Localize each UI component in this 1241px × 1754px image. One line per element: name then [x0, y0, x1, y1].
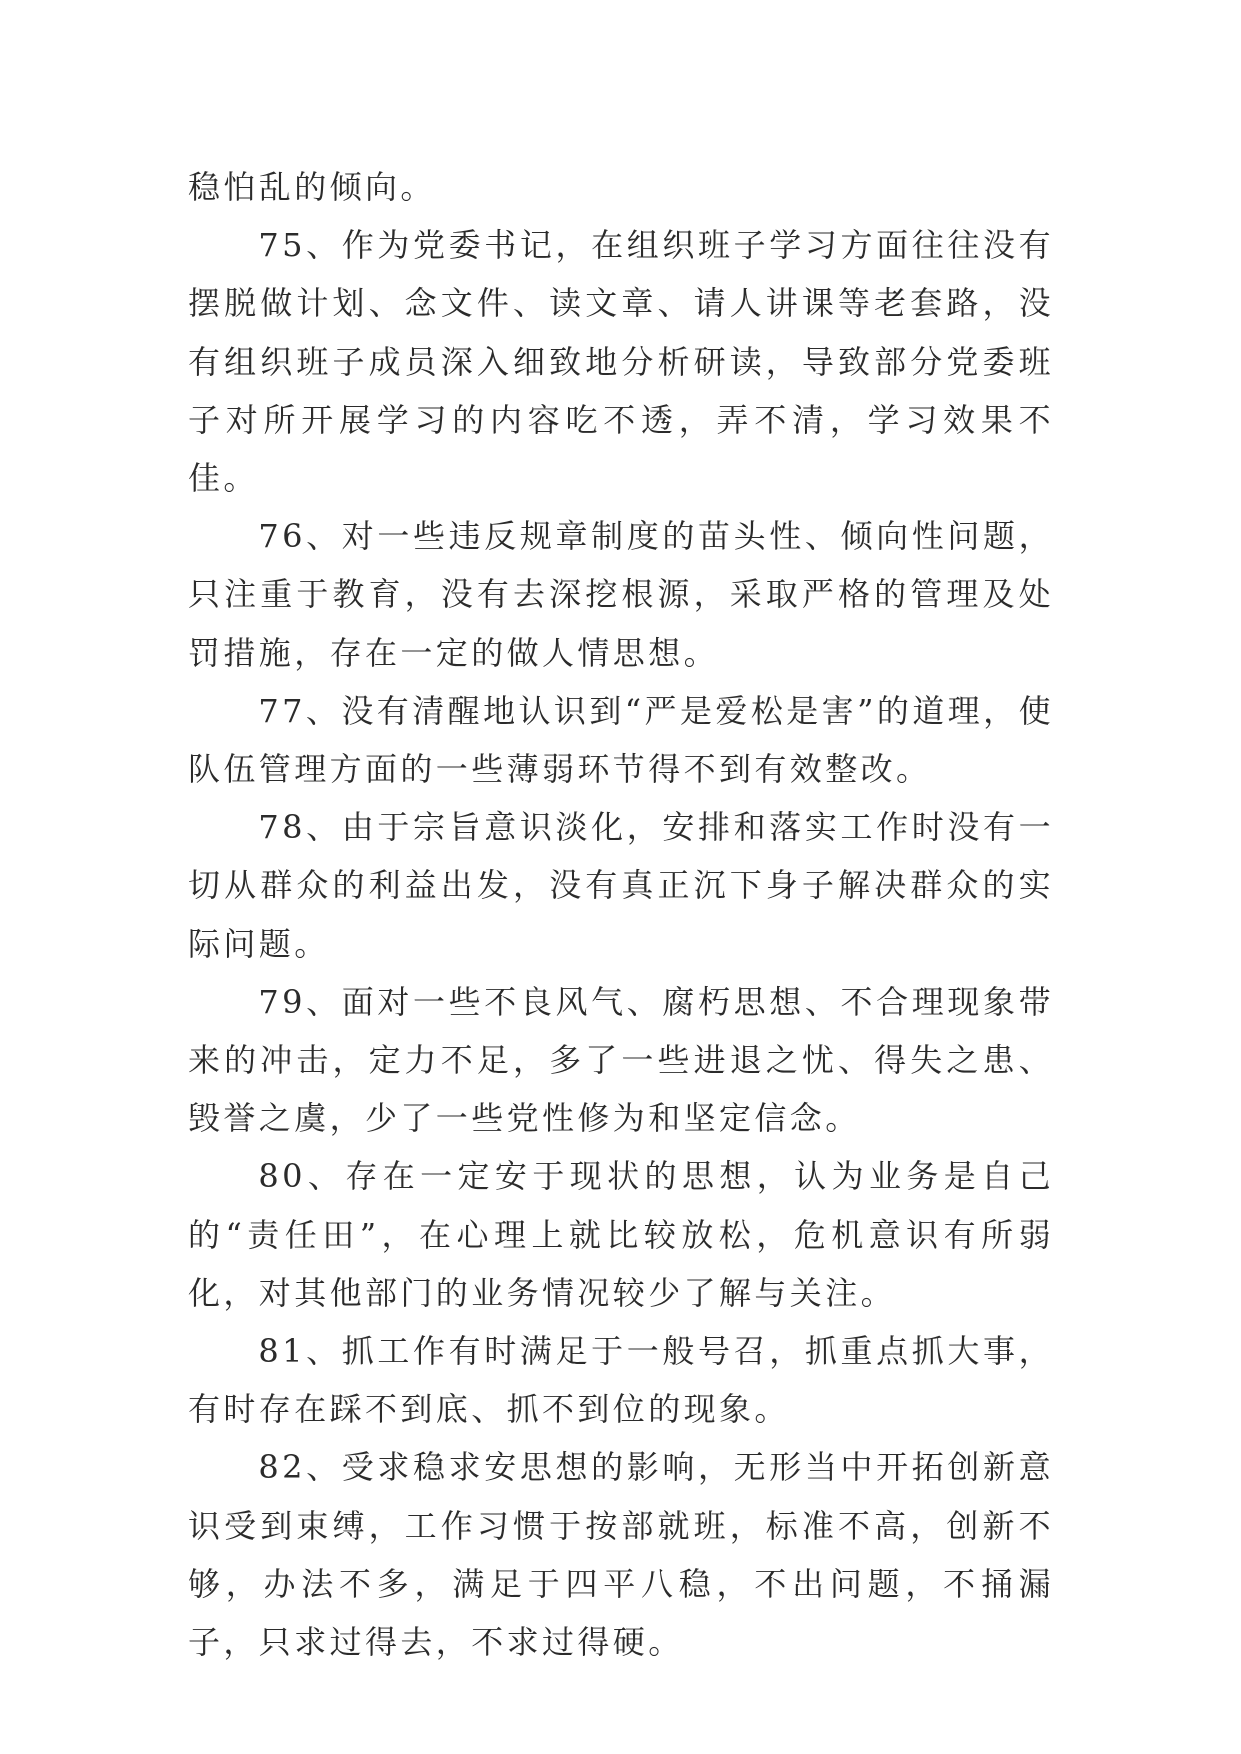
document-body — [188, 158, 1054, 1671]
paragraph-77: 77、没有清醒地认识到“严是爱松是害”的道理，使队伍管理方面的一些薄弱环节得不到有效整改。 — [188, 691, 1054, 789]
paragraph-80: 80、存在一定安于现状的思想，认为业务是自己的“责任田”，在心理上就比较放松，危机意识有所弱化，对其他部门的业务情况较少了解与关注。 — [188, 1157, 1054, 1312]
paragraph-76: 76、对一些违反规章制度的苗头性、倾向性问题，只注重于教育，没有去深挖根源，采取严格的管理及处罚措施，存在一定的做人情思想。 — [188, 517, 1054, 672]
paragraph-78: 78、由于宗旨意识淡化，安排和落实工作时没有一切从群众的利益出发，没有真正沉下身子解决群众的实际问题。 — [188, 808, 1054, 963]
paragraph-81: 81、抓工作有时满足于一般号召，抓重点抓大事，有时存在踩不到底、抓不到位的现象。 — [188, 1332, 1054, 1429]
paragraph-continued: 稳怕乱的倾向。 — [188, 168, 436, 206]
paragraph-79: 79、面对一些不良风气、腐朽思想、不合理现象带来的冲击，定力不足，多了一些进退之忧、得失之患、毁誉之虞，少了一些党性修为和坚定信念。 — [188, 982, 1054, 1138]
paragraph-75: 75、作为党委书记，在组织班子学习方面往往没有摆脱做计划、念文件、读文章、请人讲课等老套路，没有组织班子成员深入细致地分析研读，导致部分党委班子对所开展学习的内容吃不透，弄不清，学习效果不佳。 — [188, 226, 1054, 498]
paragraph-82: 82、受求稳求安思想的影响，无形当中开拓创新意识受到束缚，工作习惯于按部就班，标准不高，创新不够，办法不多，满足于四平八稳，不出问题，不捅漏子，只求过得去，不求过得硬。 — [188, 1448, 1054, 1662]
